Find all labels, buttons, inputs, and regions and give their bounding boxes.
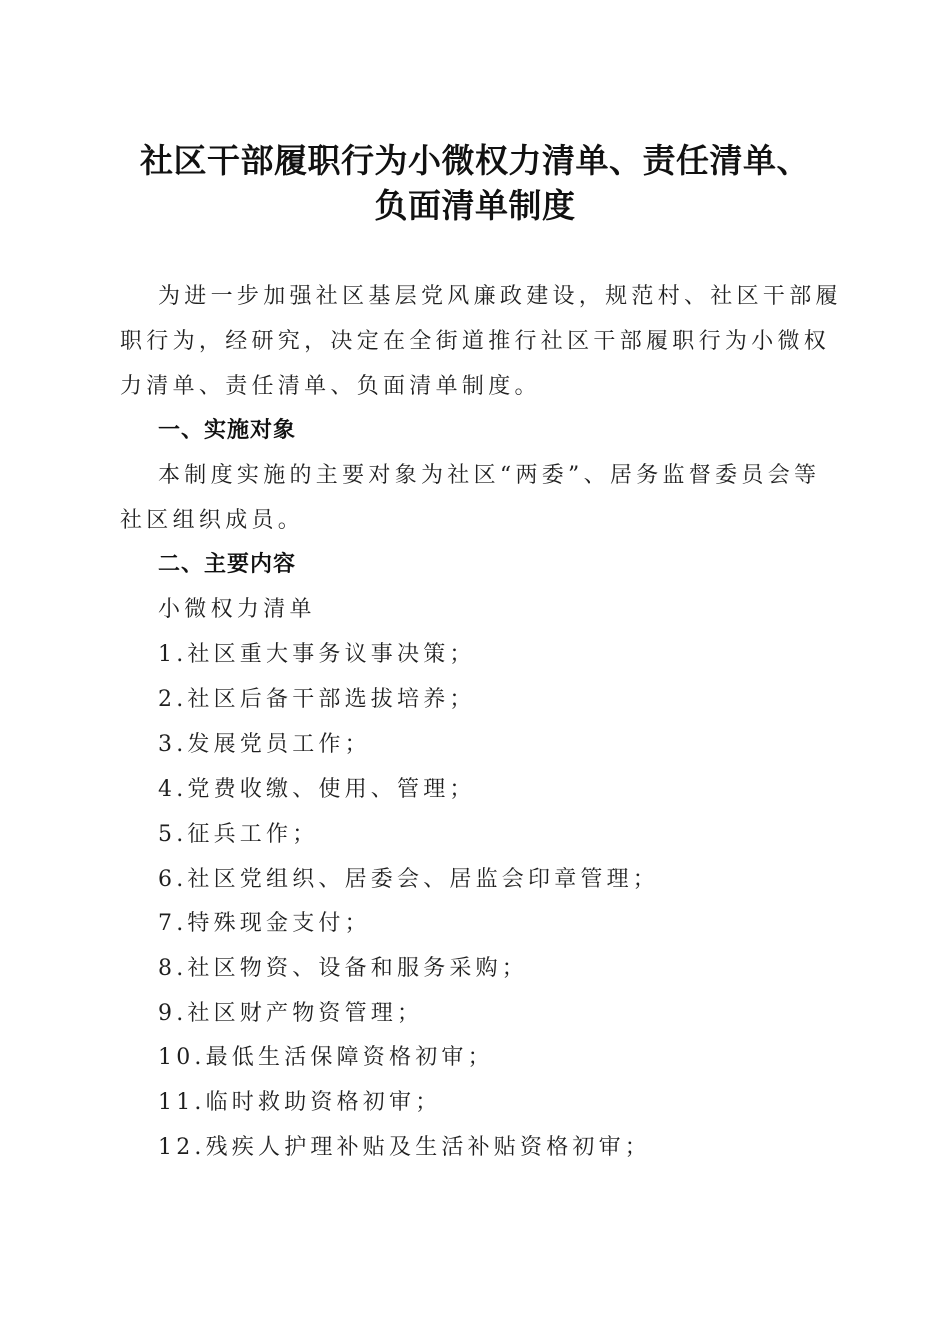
list-item: 6.社区党组织、居委会、居监会印章管理； bbox=[158, 867, 659, 892]
list-item: 1.社区重大事务议事决策； bbox=[158, 642, 476, 667]
section-1-paragraph-line-2: 社区组织成员。 bbox=[120, 508, 305, 533]
section-1-heading: 一、实施对象 bbox=[158, 418, 297, 443]
list-item: 12.残疾人护理补贴及生活补贴资格初审； bbox=[158, 1135, 651, 1160]
list-item: 3.发展党员工作； bbox=[158, 732, 371, 757]
list-item: 9.社区财产物资管理； bbox=[158, 1001, 424, 1026]
list-item: 5.征兵工作； bbox=[158, 822, 319, 847]
document-title-line-1: 社区干部履职行为小微权力清单、责任清单、 bbox=[140, 141, 810, 180]
power-list-subheading: 小微权力清单 bbox=[158, 597, 316, 622]
intro-paragraph-line-2: 职行为，经研究，决定在全街道推行社区干部履职行为小微权 bbox=[120, 329, 831, 354]
document-title-line-2: 负面清单制度 bbox=[374, 186, 576, 225]
intro-paragraph-line-3: 力清单、责任清单、负面清单制度。 bbox=[120, 374, 541, 399]
list-item: 4.党费收缴、使用、管理； bbox=[158, 777, 476, 802]
intro-paragraph-line-1: 为进一步加强社区基层党风廉政建设，规范村、社区干部履 bbox=[158, 284, 842, 309]
section-1-paragraph-line-1: 本制度实施的主要对象为社区“两委”、居务监督委员会等 bbox=[158, 463, 821, 488]
list-item: 10.最低生活保障资格初审； bbox=[158, 1045, 494, 1070]
list-item: 8.社区物资、设备和服务采购； bbox=[158, 956, 528, 981]
list-item: 7.特殊现金支付； bbox=[158, 911, 371, 936]
section-2-heading: 二、主要内容 bbox=[158, 552, 297, 577]
list-item: 2.社区后备干部选拔培养； bbox=[158, 687, 476, 712]
list-item: 11.临时救助资格初审； bbox=[158, 1090, 442, 1115]
